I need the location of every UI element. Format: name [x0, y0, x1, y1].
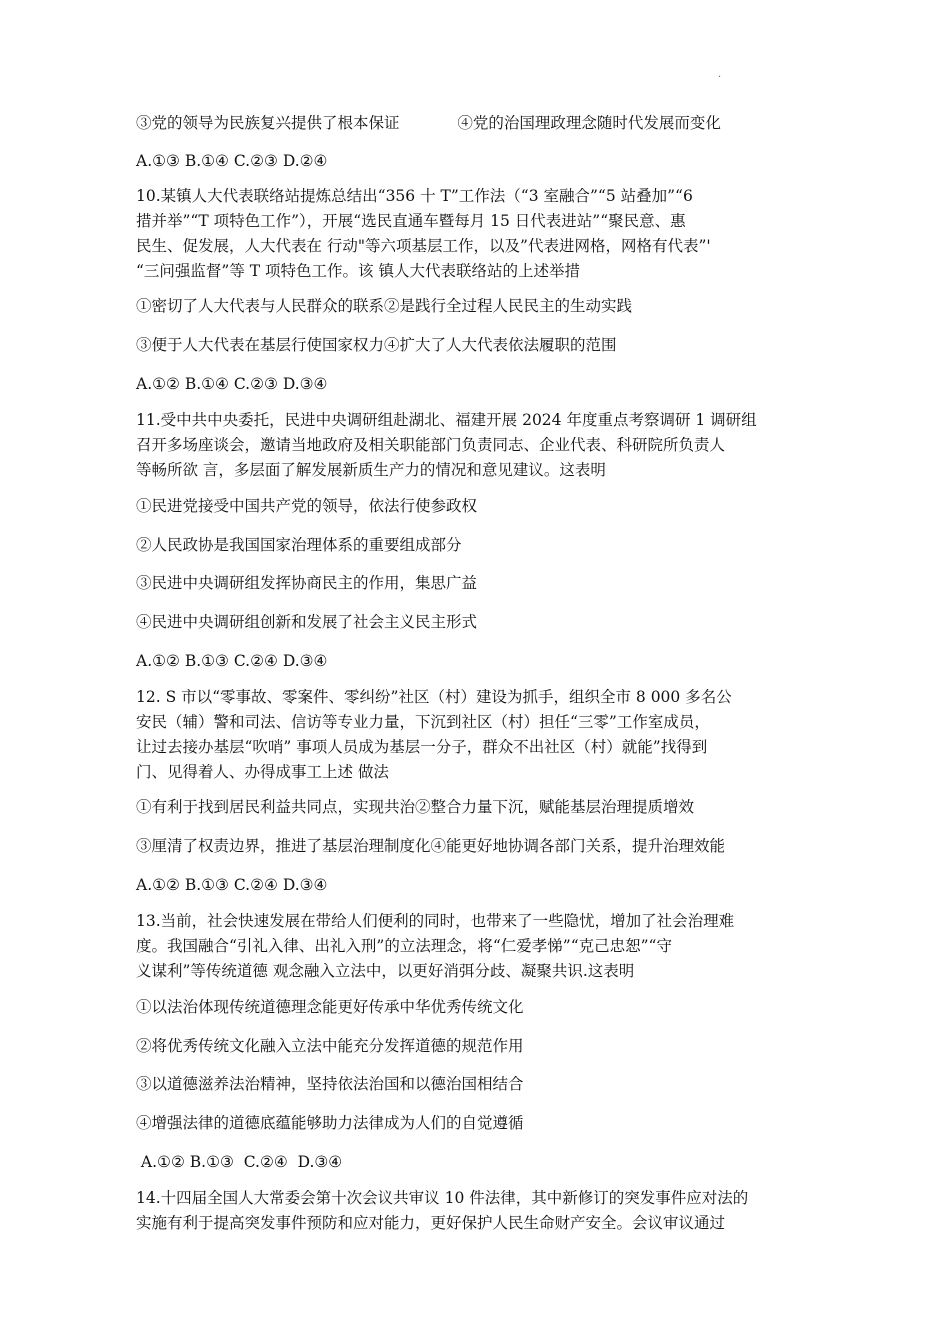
- q10-line-3: 民生、促发展，人大代表在 行动"等六项基层工作，以及”代表进网格，网格有代表”': [136, 237, 711, 255]
- q11-stmt1: ①民进党接受中国共产党的领导，依法行使参政权: [136, 497, 478, 515]
- q13-stmt3: ③以道德滋养法治精神，坚持依法治国和以德治国相结合: [136, 1075, 524, 1093]
- q11-stmt3: ③民进中央调研组发挥协商民主的作用，集思广益: [136, 574, 478, 592]
- q13-stem: [136, 909, 826, 984]
- q11-stmt4: ④民进中央调研组创新和发展了社会主义民主形式: [136, 613, 478, 631]
- q12-stmt34: ③厘清了权责边界，推进了基层治理制度化④能更好地协调各部门关系，提升治理效能: [136, 837, 726, 855]
- q11-stem: [136, 408, 826, 483]
- q13-stmt4: ④增强法律的道德底蕴能够助力法律成为人们的自觉遵循: [136, 1114, 524, 1132]
- q12-options: A.①② B.①③ C.②④ D.③④: [136, 876, 328, 894]
- q10-line-1: 10.某镇人大代表联络站提炼总结出“356 十 T”工作法（“3 室融合”“5 站叠加”“6: [136, 187, 693, 205]
- q13-stmt1: ①以法治体现传统道德理念能更好传承中华优秀传统文化: [136, 998, 524, 1016]
- q12-line-2: 安民（辅）警和司法、信访等专业力量，下沉到社区（村）担任“三零”工作室成员，: [136, 713, 710, 731]
- q10-stem: [136, 184, 826, 284]
- q12-stmt12: ①有利于找到居民利益共同点，实现共治②整合力量下沉，赋能基层治理提质增效: [136, 798, 695, 816]
- q12-line-3: 让过去接办基层“吹哨” 事项人员成为基层一分子，群众不出社区（村）就能”找得到: [136, 738, 708, 756]
- q12-line-4: 门、见得着人、办得成事工上述 做法: [136, 763, 389, 781]
- q10-line-2: 措并举”“T 项特色工作”），开展“选民直通车暨每月 15 日代表进站”“聚民意、惠: [136, 212, 686, 230]
- q9-stmt4: ④党的治国理政理念随时代发展而变化: [457, 114, 721, 132]
- q12-line-1: 12. S 市以“零事故、零案件、零纠纷”社区（村）建设为抓手，组织全市 8 000 多名公: [136, 688, 732, 706]
- q11-line-1: 11.受中共中央委托，民进中央调研组赴湖北、福建开展 2024 年度重点考察调研 1 调研组: [136, 411, 757, 429]
- q13-line-1: 13.当前，社会快速发展在带给人们便利的同时，也带来了一些隐忧，增加了社会治理难: [136, 912, 735, 930]
- q10-stmt34: ③便于人大代表在基层行使国家权力④扩大了人大代表依法履职的范围: [136, 336, 617, 354]
- q12-stem: [136, 685, 826, 785]
- q11-line-3: 等畅所欲 言，多层面了解发展新质生产力的情况和意见建议。这表明: [136, 461, 606, 479]
- q9-statements: [136, 111, 826, 135]
- q9-stmt3: ③党的领导为民族复兴提供了根本保证: [136, 114, 400, 132]
- q10-options: A.①② B.①④ C.②③ D.③④: [136, 375, 328, 393]
- q13-line-2: 度。我国融合“引礼入律、出礼入刑”的立法理念，将“仁爱孝悌”“克己忠恕”“守: [136, 937, 672, 955]
- q14-line-1: 14.十四届全国人大常委会第十次会议共审议 10 件法律，其中新修订的突发事件应对法的: [136, 1189, 749, 1207]
- q10-stmt12: ①密切了人大代表与人民群众的联系②是践行全过程人民民主的生动实践: [136, 297, 633, 315]
- q13-line-3: 义谋利”等传统道德 观念融入立法中，以更好消弭分歧、凝聚共识.这表明: [136, 962, 635, 980]
- q9-options: A.①③ B.①④ C.②③ D.②④: [136, 152, 328, 170]
- q11-options: A.①② B.①③ C.②④ D.③④: [136, 652, 328, 670]
- q13-stmt2: ②将优秀传统文化融入立法中能充分发挥道德的规范作用: [136, 1037, 524, 1055]
- q13-options: A.①② B.①③ C.②④ D.③④: [136, 1153, 343, 1171]
- q10-line-4: “三问强监督”等 T 项特色工作。该 镇人大代表联络站的上述举措: [136, 262, 580, 280]
- q14-stem: [136, 1186, 826, 1236]
- q11-line-2: 召开多场座谈会，邀请当地政府及相关职能部门负责同志、企业代表、科研院所负责人: [136, 436, 726, 454]
- q11-stmt2: ②人民政协是我国国家治理体系的重要组成部分: [136, 536, 462, 554]
- q14-line-2: 实施有利于提高突发事件预防和应对能力，更好保护人民生命财产安全。会议审议通过: [136, 1214, 726, 1232]
- top-mark: ·: [718, 72, 722, 83]
